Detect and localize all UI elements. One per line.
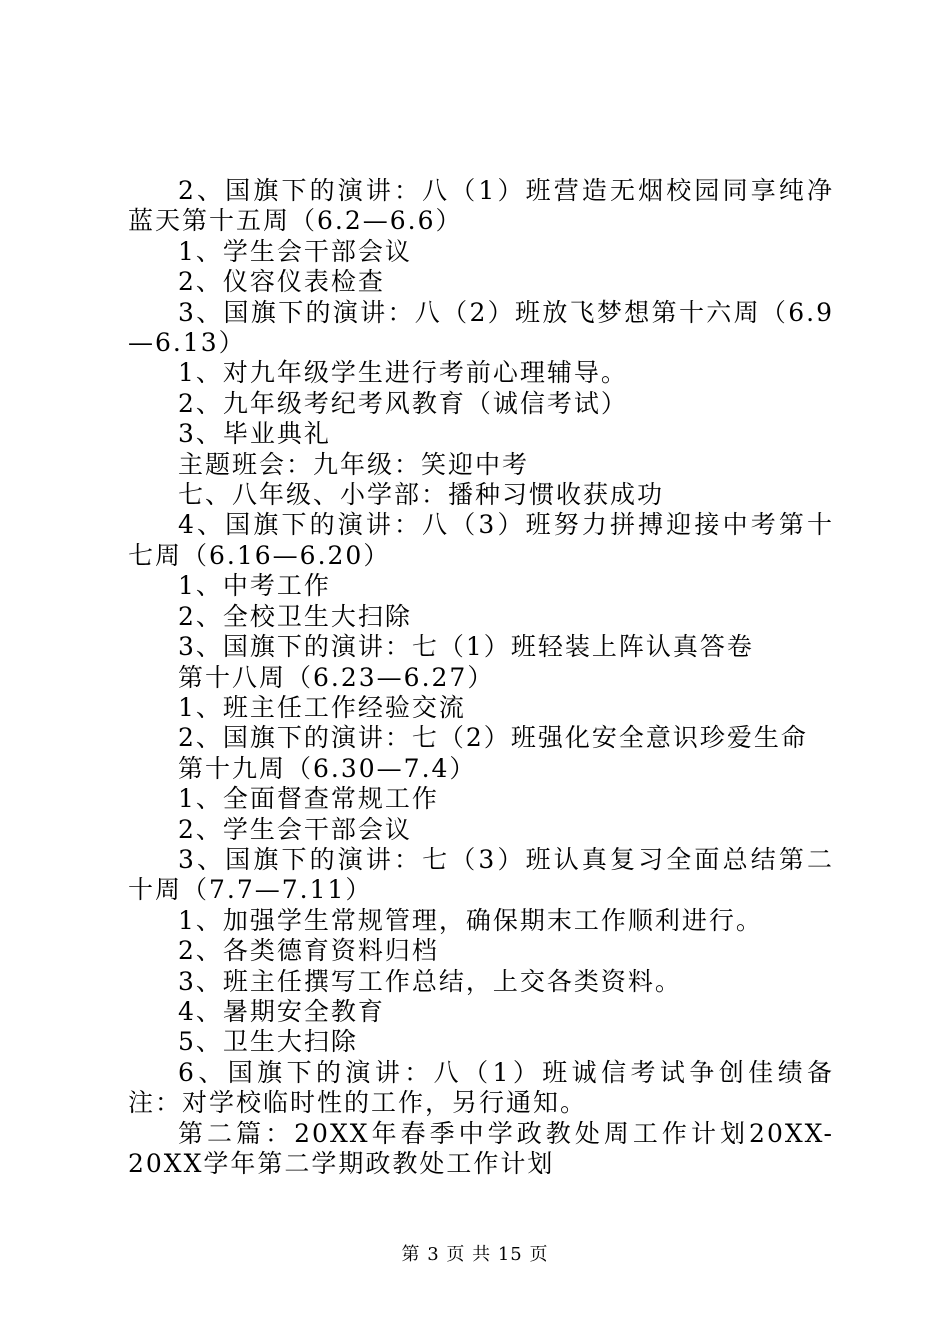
paragraph: 2、九年级考纪考风教育（诚信考试） — [178, 388, 628, 418]
paragraph: 2、仪容仪表检查 — [178, 267, 385, 297]
paragraph: 第十九周（6.30—7.4） — [178, 753, 477, 783]
page-number-footer: 第 3 页 共 15 页 — [401, 1244, 549, 1265]
paragraph: 七、八年级、小学部：播种习惯收获成功 — [178, 480, 665, 510]
paragraph: 1、中考工作 — [178, 571, 331, 601]
paragraph: 1、对九年级学生进行考前心理辅导。 — [178, 358, 628, 388]
paragraph: 2、国旗下的演讲：八（1）班营造无烟校园同享纯净蓝天第十五周（6.2—6.6） — [128, 176, 834, 236]
paragraph: 3、毕业典礼 — [178, 419, 331, 449]
paragraph: 3、国旗下的演讲：七（1）班轻装上阵认真答卷 — [178, 632, 754, 662]
paragraph: 1、学生会干部会议 — [178, 236, 412, 266]
paragraph: 1、加强学生常规管理，确保期末工作顺利进行。 — [178, 905, 763, 935]
paragraph: 3、国旗下的演讲：八（2）班放飞梦想第十六周（6.9—6.13） — [128, 297, 834, 358]
paragraph: 4、暑期安全教育 — [178, 996, 385, 1026]
paragraph: 第十八周（6.23—6.27） — [178, 662, 495, 692]
paragraph: 2、国旗下的演讲：七（2）班强化安全意识珍爱生命 — [178, 723, 808, 753]
paragraph: 3、班主任撰写工作总结，上交各类资料。 — [178, 966, 682, 996]
paragraph: 5、卫生大扫除 — [178, 1027, 358, 1057]
paragraph: 第二篇：20XX年春季中学政教处周工作计划20XX-20XX学年第二学期政教处工作计划 — [128, 1118, 834, 1178]
paragraph: 2、全校卫生大扫除 — [178, 601, 412, 631]
document-body — [128, 176, 834, 1179]
paragraph: 2、学生会干部会议 — [178, 814, 412, 844]
paragraph: 主题班会：九年级：笑迎中考 — [178, 449, 530, 479]
paragraph: 6、国旗下的演讲：八（1）班诚信考试争创佳绩备注：对学校临时性的工作，另行通知。 — [128, 1057, 834, 1118]
paragraph: 2、各类德育资料归档 — [178, 936, 439, 966]
paragraph: 4、国旗下的演讲：八（3）班努力拼搏迎接中考第十七周（6.16—6.20） — [128, 510, 834, 570]
paragraph: 3、国旗下的演讲：七（3）班认真复习全面总结第二十周（7.7—7.11） — [128, 844, 834, 905]
paragraph: 1、全面督查常规工作 — [178, 784, 439, 814]
paragraph: 1、班主任工作经验交流 — [178, 692, 466, 722]
